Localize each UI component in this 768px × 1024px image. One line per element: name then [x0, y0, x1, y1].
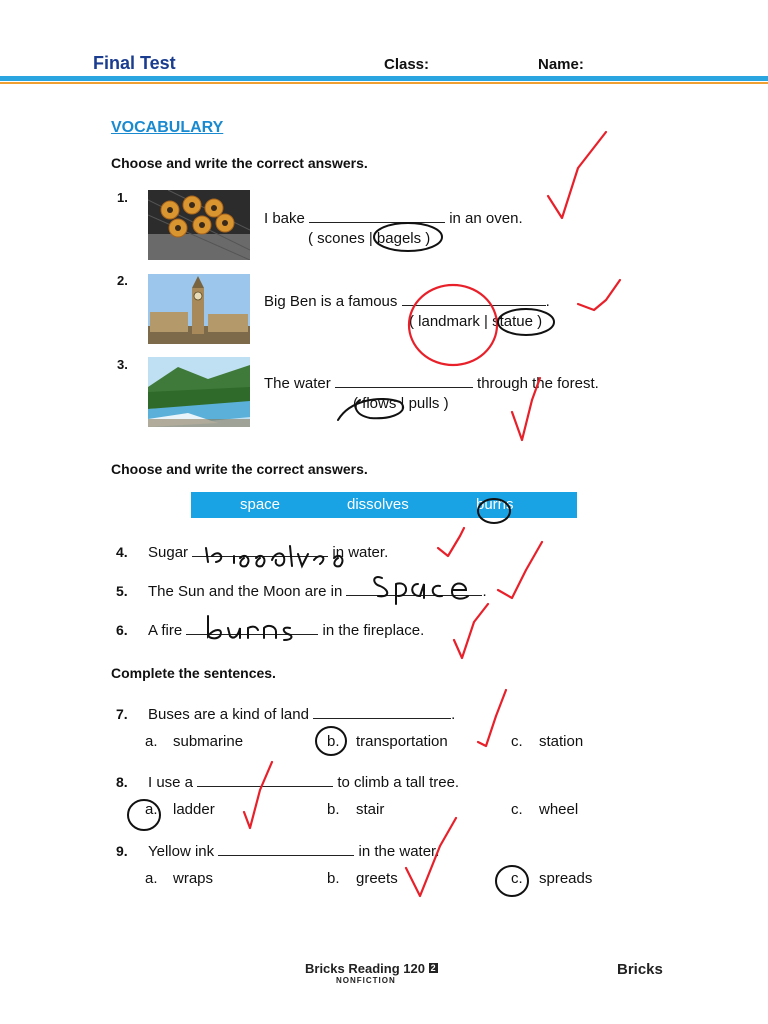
series-logo	[305, 961, 438, 976]
choice-letter: c.	[511, 870, 523, 887]
class-label: Class:	[384, 56, 430, 73]
part1-instruction: Choose and write the correct answers.	[111, 155, 368, 171]
series-level: 2	[430, 963, 436, 973]
question-number: 4.	[116, 544, 128, 560]
q4-blank[interactable]	[192, 542, 328, 557]
q4-sentence	[148, 542, 388, 561]
section-title: VOCABULARY	[111, 119, 224, 136]
checkmark-icon	[478, 690, 506, 746]
question-number: 3.	[117, 357, 128, 372]
q3-suffix: through the forest.	[477, 375, 599, 392]
choice-text[interactable]: wheel	[539, 801, 579, 818]
q8-prefix: I use a	[148, 774, 194, 791]
choice-text[interactable]: spreads	[539, 870, 593, 887]
name-label: Name:	[538, 56, 584, 73]
choice-letter: b.	[327, 801, 340, 818]
q6-suffix: in the fireplace.	[322, 622, 425, 639]
choice-letter: c.	[511, 801, 523, 818]
choice-text[interactable]: ladder	[173, 801, 215, 818]
q2-prefix: Big Ben is a famous	[264, 293, 398, 310]
word-bank-item: dissolves	[347, 496, 409, 513]
checkmark-icon	[498, 542, 542, 598]
checkmark-icon	[578, 280, 620, 310]
q4-suffix: in water.	[332, 544, 389, 561]
q2-options: ( landmark | statue )	[409, 313, 543, 330]
q6-blank[interactable]	[186, 620, 318, 635]
q3-options: ( flows | pulls )	[353, 395, 449, 412]
q5-sentence	[148, 581, 487, 600]
choice-letter: b.	[327, 870, 340, 887]
series-name: Bricks Reading 120	[305, 961, 425, 976]
q1-sentence	[264, 208, 523, 227]
question-number: 9.	[116, 843, 128, 859]
question-number: 7.	[116, 706, 128, 722]
q7-prefix: Buses are a kind of land	[148, 706, 309, 723]
q1-options: ( scones | bagels )	[308, 230, 431, 247]
q1-suffix: in an oven.	[449, 210, 523, 227]
checkmark-icon	[438, 528, 464, 556]
header-rule-orange	[0, 82, 768, 84]
series-subtitle: NONFICTION	[336, 976, 396, 985]
q7-suffix: .	[451, 706, 456, 723]
part2-instruction: Choose and write the correct answers.	[111, 461, 368, 477]
q2-sentence	[264, 291, 550, 310]
choice-text[interactable]: transportation	[356, 733, 448, 750]
choice-text[interactable]: greets	[356, 870, 398, 887]
q7-sentence	[148, 704, 455, 723]
question-number: 2.	[117, 273, 128, 288]
question-number: 8.	[116, 774, 128, 790]
big-ben-photo	[148, 274, 250, 344]
river-photo	[148, 357, 250, 427]
checkmark-icon	[454, 604, 488, 658]
question-number: 1.	[117, 190, 128, 205]
word-bank-item: burns	[476, 496, 514, 513]
choice-text[interactable]: submarine	[173, 733, 244, 750]
brand-logo: Bricks	[617, 961, 663, 978]
q1-blank[interactable]	[309, 208, 445, 223]
q5-blank[interactable]	[346, 581, 482, 596]
header-rule-blue	[0, 76, 768, 81]
checkmark-icon	[548, 132, 606, 218]
question-number: 6.	[116, 622, 128, 638]
q7-blank[interactable]	[313, 704, 451, 719]
q8-suffix: to climb a tall tree.	[337, 774, 460, 791]
choice-letter: a.	[145, 801, 158, 818]
q8-blank[interactable]	[197, 772, 333, 787]
choice-text[interactable]: stair	[356, 801, 385, 818]
q2-suffix: .	[545, 293, 550, 310]
q9-blank[interactable]	[218, 841, 354, 856]
q6-prefix: A fire	[148, 622, 183, 639]
question-number: 5.	[116, 583, 128, 599]
q9-sentence	[148, 841, 439, 860]
choice-letter: c.	[511, 733, 523, 750]
bagels-photo	[148, 190, 250, 260]
q6-sentence	[148, 620, 424, 639]
q9-suffix: in the water.	[358, 843, 440, 860]
q5-prefix: The Sun and the Moon are in	[148, 583, 343, 600]
q3-blank[interactable]	[335, 373, 473, 388]
q5-suffix: .	[482, 583, 487, 600]
choice-letter: a.	[145, 870, 158, 887]
choice-letter: a.	[145, 733, 158, 750]
q8-sentence	[148, 772, 459, 791]
q4-prefix: Sugar	[148, 544, 189, 561]
q1-prefix: I bake	[264, 210, 305, 227]
q2-blank[interactable]	[402, 291, 546, 306]
word-bank-item: space	[240, 496, 281, 513]
choice-text[interactable]: station	[539, 733, 584, 750]
choice-letter: b.	[327, 733, 340, 750]
q3-sentence	[264, 373, 599, 392]
part3-instruction: Complete the sentences.	[111, 665, 276, 681]
q3-prefix: The water	[264, 375, 331, 392]
q9-prefix: Yellow ink	[148, 843, 215, 860]
choice-text[interactable]: wraps	[173, 870, 214, 887]
test-title: Final Test	[93, 53, 176, 73]
